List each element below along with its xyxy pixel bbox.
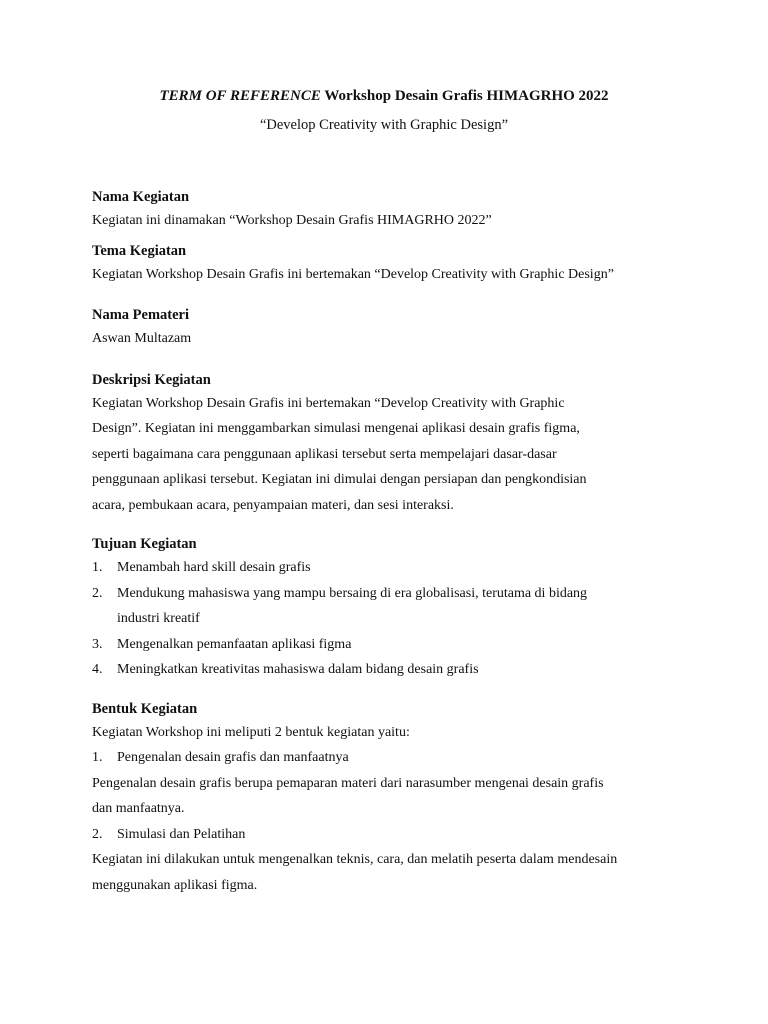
list-item — [92, 581, 692, 632]
paragraph-line: penggunaan aplikasi tersebut. Kegiatan ini dimulai dengan persiapan dan pengkondisian — [92, 472, 587, 487]
list-number: 2. — [92, 585, 103, 601]
paragraph-line: seperti bagaimana cara penggunaan aplikasi tersebut serta mempelajari dasar-dasar — [92, 446, 557, 462]
list-item — [92, 632, 692, 658]
list-number: 2. — [92, 826, 103, 842]
list-item — [92, 555, 692, 581]
list-number: 4. — [92, 662, 103, 677]
title-block — [0, 86, 768, 135]
list-item-text: Simulasi dan Pelatihan — [117, 826, 246, 842]
document-body — [92, 186, 692, 898]
paragraph-line: Design”. Kegiatan ini menggambarkan simulasi mengenai aplikasi desain grafis figma, — [92, 421, 580, 436]
text-tema-kegiatan: Kegiatan Workshop Desain Grafis ini bertemakan “Develop Creativity with Graphic Design” — [92, 266, 614, 282]
heading-tujuan-kegiatan: Tujuan Kegiatan — [92, 536, 197, 552]
heading-bentuk-kegiatan: Bentuk Kegiatan — [92, 700, 198, 717]
list-item — [92, 657, 692, 683]
list-item-text: Meningkatkan kreativitas mahasiswa dalam bidang desain grafis — [117, 662, 479, 677]
paragraph-deskripsi-kegiatan — [92, 391, 692, 519]
list-item — [92, 745, 692, 771]
heading-tema-kegiatan: Tema Kegiatan — [92, 242, 187, 259]
list-item-text: Menambah hard skill desain grafis — [117, 560, 311, 575]
tujuan-list — [92, 555, 692, 683]
paragraph-line: dan manfaatnya. — [92, 801, 185, 816]
paragraph-line: acara, pembukaan acara, penyampaian materi, dan sesi interaksi. — [92, 497, 454, 513]
list-number: 1. — [92, 560, 103, 575]
text-bentuk-intro: Kegiatan Workshop ini meliputi 2 bentuk kegiatan yaitu: — [92, 724, 410, 740]
paragraph-line: Kegiatan ini dilakukan untuk mengenalkan teknis, cara, dan melatih peserta dalam mendesain — [92, 852, 618, 867]
title-rest: Workshop Desain Grafis HIMAGRHO 2022 — [324, 88, 609, 104]
list-item-text: Mengenalkan pemanfaatan aplikasi figma — [117, 636, 352, 652]
list-number: 1. — [92, 750, 103, 765]
list-item — [92, 822, 692, 848]
heading-nama-kegiatan: Nama Kegiatan — [92, 189, 190, 205]
list-item-text: Pengenalan desain grafis dan manfaatnya — [117, 750, 349, 765]
paragraph-line: menggunakan aplikasi figma. — [92, 877, 258, 893]
document-title — [0, 86, 768, 106]
list-number: 3. — [92, 636, 103, 652]
document-subtitle: “Develop Creativity with Graphic Design” — [259, 117, 509, 133]
text-nama-pemateri: Aswan Multazam — [92, 331, 192, 346]
title-italic: TERM OF REFERENCE — [159, 88, 321, 104]
heading-nama-pemateri: Nama Pemateri — [92, 307, 190, 323]
heading-deskripsi-kegiatan: Deskripsi Kegiatan — [92, 371, 211, 388]
text-nama-kegiatan: Kegiatan ini dinamakan “Workshop Desain Grafis HIMAGRHO 2022” — [92, 213, 492, 228]
list-item-text: industri kreatif — [117, 611, 200, 626]
list-item-text: Mendukung mahasiswa yang mampu bersaing di era globalisasi, terutama di bidang — [117, 585, 588, 601]
paragraph-line: Pengenalan desain grafis berupa pemaparan materi dari narasumber mengenai desain grafis — [92, 775, 604, 791]
paragraph-line: Kegiatan Workshop Desain Grafis ini bertemakan “Develop Creativity with Graphic — [92, 395, 565, 411]
bentuk-list-2 — [92, 822, 692, 848]
bentuk-list-1 — [92, 745, 692, 771]
